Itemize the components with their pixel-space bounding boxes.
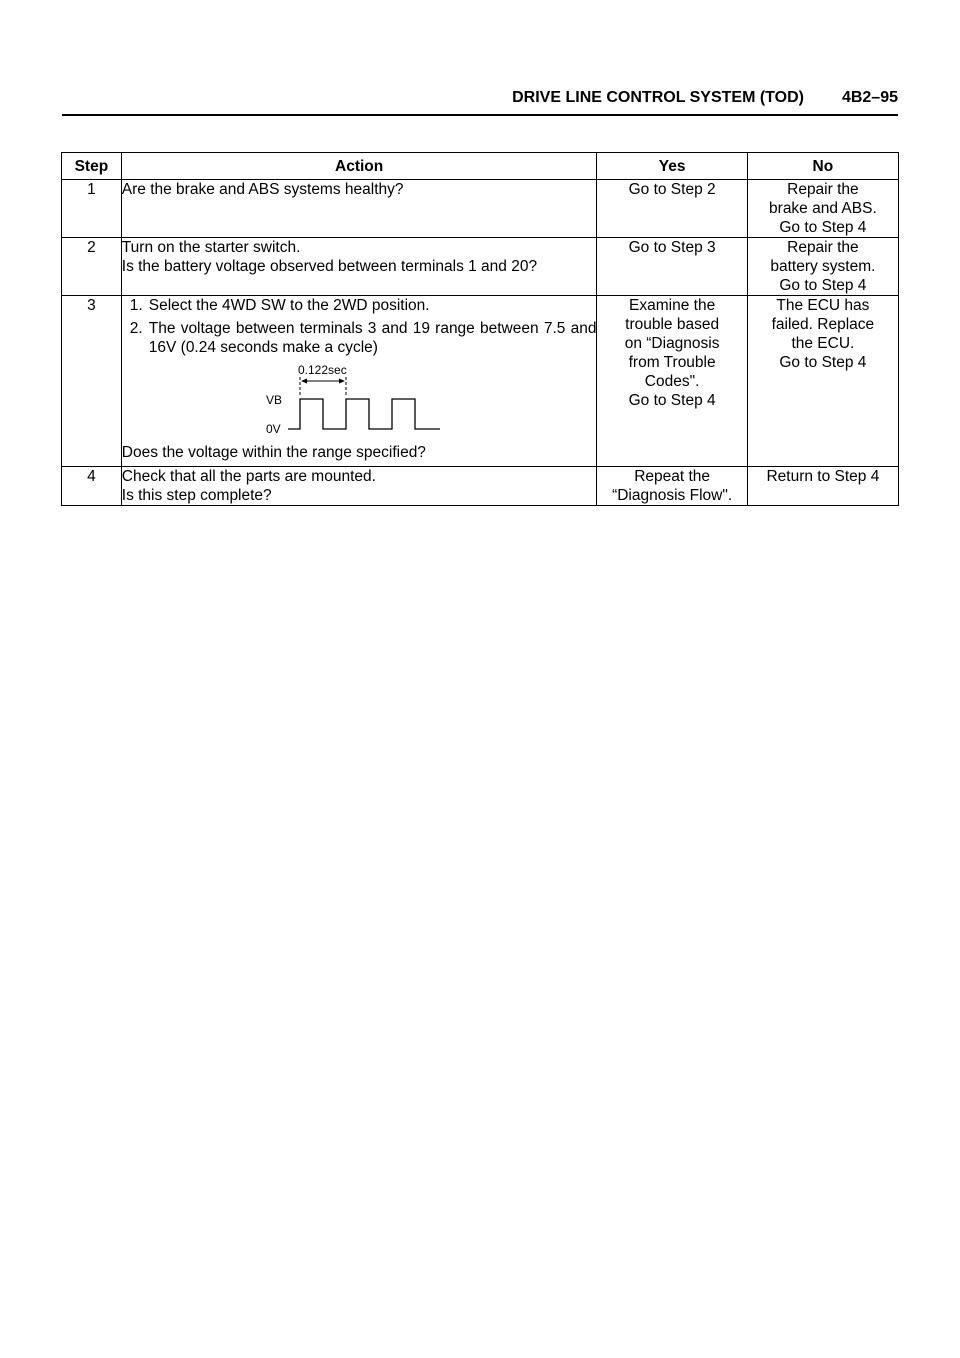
action-text: Turn on the starter switch. [121,239,301,256]
no-text: Repair the [787,181,859,198]
no-cell [747,296,898,467]
waveform-period-label: 0.122sec [297,363,347,377]
yes-text: Go to Step 3 [628,239,716,256]
no-text: battery system. [770,258,876,275]
table-row [62,238,899,296]
page-number: 4B2–95 [841,89,898,106]
yes-text: Go to Step 2 [628,181,716,198]
action-text: Are the brake and ABS systems healthy? [121,181,404,198]
numbered-item [122,296,597,315]
table-row [62,467,899,506]
table-row [62,180,899,238]
action-text: Is this step complete? [121,487,272,504]
yes-cell [597,180,747,238]
waveform-low-label: 0V [265,422,281,436]
item-text: Select the 4WD SW to the 2WD position. [148,297,430,314]
yes-text: Codes". [644,373,700,390]
no-text: brake and ABS. [769,200,877,217]
waveform-trace [288,399,440,429]
column-header-action: Action [121,153,597,180]
yes-cell [597,238,747,296]
no-text: Go to Step 4 [779,354,867,371]
column-header-no: No [747,153,898,180]
yes-text: Examine the [629,297,716,314]
yes-text: trouble based [625,316,720,333]
action-text: Is the battery voltage observed between terminals 1 and 20? [121,258,538,275]
table-header-row [62,153,899,180]
column-header-step: Step [62,153,122,180]
no-text: Repair the [787,239,859,256]
action-text: Does the voltage within the range specified? [121,444,426,461]
diagnosis-table [61,152,899,506]
no-cell [747,238,898,296]
action-cell [121,238,597,296]
yes-text: from Trouble [628,354,716,371]
no-text: failed. Replace [771,316,875,333]
no-cell [747,180,898,238]
table-row [62,296,899,467]
no-text: Go to Step 4 [779,277,867,294]
yes-cell [597,296,747,467]
no-cell [747,467,898,506]
waveform-arrowhead-left [301,379,307,384]
no-text: Go to Step 4 [779,219,867,236]
step-number: 3 [62,296,122,467]
no-text: the ECU. [791,335,855,352]
yes-cell [597,467,747,506]
action-cell [121,296,597,467]
step-number: 4 [62,467,122,506]
item-number: 2. [129,320,143,337]
yes-text: Repeat the [634,468,711,485]
action-cell [121,467,597,506]
column-header-yes: Yes [597,153,747,180]
voltage-waveform-diagram [258,363,448,439]
yes-text: “Diagnosis Flow". [612,487,733,504]
step-number: 2 [62,238,122,296]
section-title: DRIVE LINE CONTROL SYSTEM (TOD) [512,89,804,106]
yes-text: on “Diagnosis [624,335,720,352]
step-number: 1 [62,180,122,238]
item-number: 1. [129,297,143,314]
no-text: Return to Step 4 [766,468,880,485]
action-text: Check that all the parts are mounted. [121,468,376,485]
waveform-high-label: VB [265,393,282,407]
action-cell [121,180,597,238]
item-text: The voltage between terminals 3 and 19 range between 7.5 and 16V (0.24 seconds make a cycle) [148,320,597,356]
yes-text: Go to Step 4 [628,392,716,409]
page-header [62,86,898,116]
waveform-arrowhead-right [339,379,345,384]
numbered-item [122,319,597,357]
no-text: The ECU has [776,297,870,314]
